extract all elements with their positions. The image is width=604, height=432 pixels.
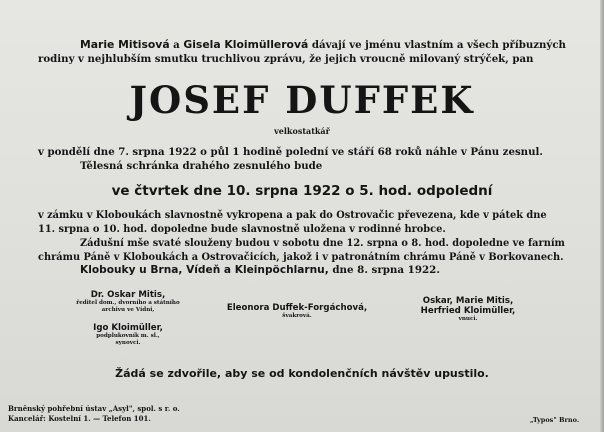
intro-line-1 [38, 38, 568, 52]
signature-right-desc: vnuci. [458, 316, 478, 322]
death-line-1: v pondělí dne 7. srpna 1922 o půl 1 hodině polední ve stáří 68 roků náhle v Pánu zesnul. [38, 146, 543, 158]
page-edge-shadow [600, 0, 604, 432]
deceased-occupation: velkostatkář [274, 126, 330, 136]
funeral-line-4: chrámu Páně v Kloboukách a Ostrovačicích, jakož i v patronátním chrámu Páně v Borkovanech. [38, 252, 564, 263]
intro-paragraph [38, 38, 568, 66]
issue-date: dne 8. srpna 1922. [332, 264, 440, 276]
intro-conjunction: a [173, 39, 180, 51]
signature-left-1 [58, 290, 198, 314]
signature-right [398, 296, 538, 323]
intro-name-2: Gisela Kloimüllerová [183, 38, 309, 51]
closing-request: Žádá se zdvořile, aby se od kondolenčních návštěv upustilo. [115, 367, 489, 380]
intro-name-1: Marie Mitisová [80, 38, 170, 51]
signature-left-2-desc-1: podplukovník m. sl., [96, 333, 160, 339]
signature-left-1-desc-2: archivu ve Vídni, [101, 307, 155, 313]
signature-right-name-2: Herfried Kloimüller, [420, 306, 516, 316]
death-announcement-paragraph [38, 145, 568, 173]
signature-left-1-name: Dr. Oskar Mitis, [90, 290, 166, 300]
signature-left-2 [58, 323, 198, 347]
funeral-line-2: 11. srpna o 10. hod. dopoledne bude slavnostně uložena v rodinné hrobce. [38, 224, 446, 235]
signature-center-name: Eleonora Duffek-Forgáchová, [226, 303, 368, 313]
signature-right-name-1: Oskar, Marie Mitis, [422, 296, 514, 306]
footer-undertaker [8, 404, 180, 424]
signature-left-2-name: Igo Kloimüller, [93, 323, 163, 333]
signature-left-2-desc-2: synovci. [115, 340, 141, 346]
footer-printer: „Typos" Brno. [530, 416, 580, 424]
funeral-line-1: v zámku v Kloboukách slavnostně vykropena a pak do Ostrovačic převezena, kde v pátek dne [38, 210, 547, 221]
footer-undertaker-office: Kancelář: Kostelní 1. — Telefon 101. [8, 414, 151, 423]
intro-line-2: rodiny v nejhlubším smutku truchlivou zprávu, že jejich vroucně milovaný strýček, pan [38, 53, 534, 65]
place-and-date [80, 264, 440, 276]
death-line-2: Tělesná schránka drahého zesnulého bude [80, 160, 323, 172]
signature-left-1-desc-1: ředitel dom., dvorního a státního [76, 300, 180, 306]
signature-center-desc: švakrová. [282, 313, 312, 319]
signature-center [212, 303, 382, 320]
intro-rest-1: dávají ve jménu vlastním a všech příbuzných [311, 39, 566, 51]
place-names: Klobouky u Brna, Vídeň a Kleinpöchlarnu, [80, 264, 329, 276]
deceased-name-title: JOSEF DUFFEK [129, 78, 475, 122]
funeral-line-3: Zádušní mše svaté slouženy budou v sobotu dne 12. srpna o 8. hod. dopoledne ve farním [80, 238, 565, 249]
footer-undertaker-name: Brněnský pohřební ústav „Asyl", spol. s r. o. [8, 404, 180, 413]
funeral-details-paragraph [38, 209, 568, 265]
funeral-date-heading: ve čtvrtek dne 10. srpna 1922 o 5. hod. odpolední [111, 183, 493, 199]
